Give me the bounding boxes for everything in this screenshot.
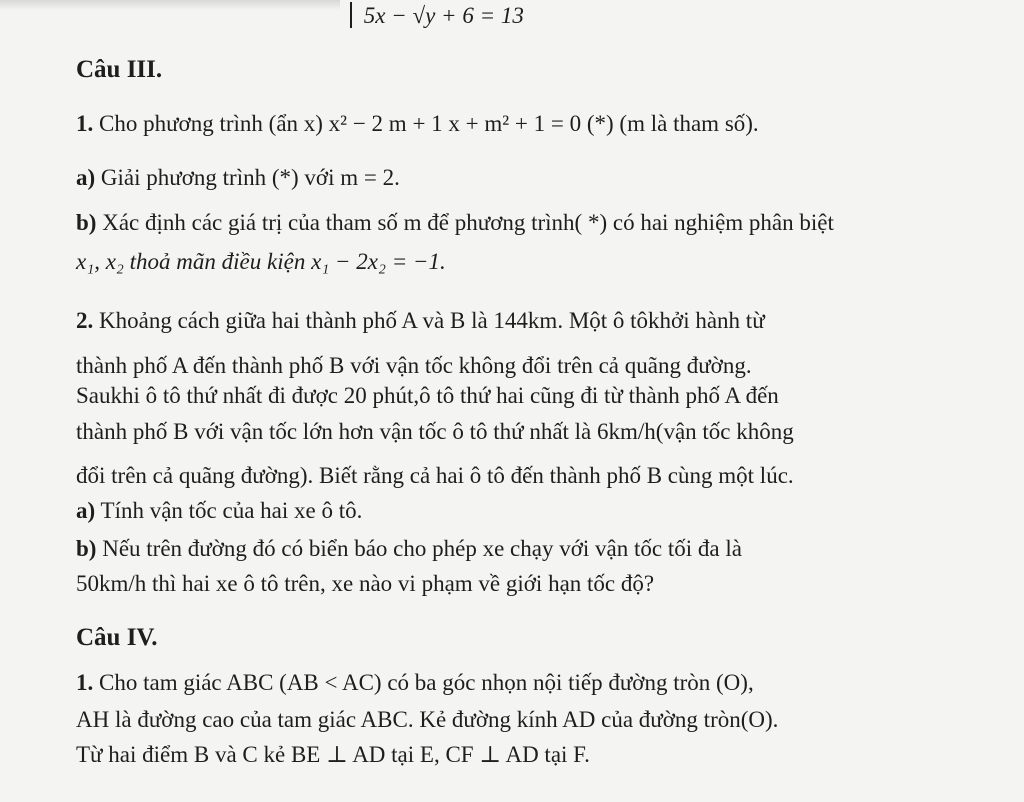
q4-1-line-1: [76, 669, 754, 697]
q4-1-line-2: AH là đường cao của tam giác ABC. Kẻ đường kính AD của đường tròn(O).: [76, 707, 779, 732]
q3-1b-label: b): [76, 210, 97, 235]
q3-2-line-4: thành phố B với vận tốc lớn hơn vận tốc ô tô thứ nhất là 6km/h(vận tốc không: [76, 419, 794, 444]
q3-2b-text-1: Nếu trên đường đó có biển báo cho phép xe chạy với vận tốc tối đa là: [102, 536, 742, 561]
q4-1-line-3: Từ hai điểm B và C kẻ BE ⊥ AD tại E, CF ⊥ AD tại F.: [76, 742, 590, 767]
q3-2a-text: Tính vận tốc của hai xe ô tô.: [100, 498, 363, 523]
q3-2-number: 2.: [76, 308, 94, 333]
q3-2b-line-1: [76, 535, 742, 563]
q3-1a: [76, 164, 400, 192]
q3-2a-label: a): [76, 498, 96, 523]
q3-2-line-5: đổi trên cả quãng đường). Biết rằng cả hai ô tô đến thành phố B cùng một lúc.: [76, 463, 794, 488]
q3-1a-label: a): [76, 165, 96, 190]
q3-2a: [76, 497, 362, 525]
system-brace-icon: [350, 2, 352, 28]
system-equation-line: [350, 2, 524, 30]
q3-2-line-3: Saukhi ô tô thứ nhất đi được 20 phút,ô tô thứ hai cũng đi từ thành phố A đến: [76, 383, 779, 408]
q3-2-line-1: [76, 307, 765, 335]
q3-1-intro: [76, 110, 759, 138]
previous-content-fade: [0, 0, 340, 10]
q3-1b-line-1: [76, 209, 834, 237]
q3-1-text: Cho phương trình (ẩn x) x² − 2 m + 1 x + m² + 1 = 0 (*) (m là tham số).: [99, 111, 759, 136]
q3-1-number: 1.: [76, 111, 94, 136]
q3-2-line-2: thành phố A đến thành phố B với vận tốc không đổi trên cả quãng đường.: [76, 353, 752, 378]
q4-1-number: 1.: [76, 670, 94, 695]
q4-1-text-1: Cho tam giác ABC (AB < AC) có ba góc nhọn nội tiếp đường tròn (O),: [99, 670, 754, 695]
section-4-heading: Câu IV.: [76, 624, 158, 651]
q3-1b-line-2: [76, 248, 446, 276]
q3-1b-text-1: Xác định các giá trị của tham số m để phương trình( *) có hai nghiệm phân biệt: [102, 210, 834, 235]
section-3-heading: Câu III.: [76, 56, 163, 83]
q3-1a-text: Giải phương trình (*) với m = 2.: [100, 165, 400, 190]
system-equation: 5x − √y + 6 = 13: [363, 3, 524, 28]
q3-2b-line-2: 50km/h thì hai xe ô tô trên, xe nào vi phạm về giới hạn tốc độ?: [76, 571, 655, 596]
q3-2-text-1: Khoảng cách giữa hai thành phố A và B là 144km. Một ô tôkhởi hành từ: [99, 308, 765, 333]
q3-1b-text-2: x₁, x₂ thoả mãn điều kiện x₁ − 2x₂ = −1.: [76, 249, 446, 274]
q3-2b-label: b): [76, 536, 97, 561]
